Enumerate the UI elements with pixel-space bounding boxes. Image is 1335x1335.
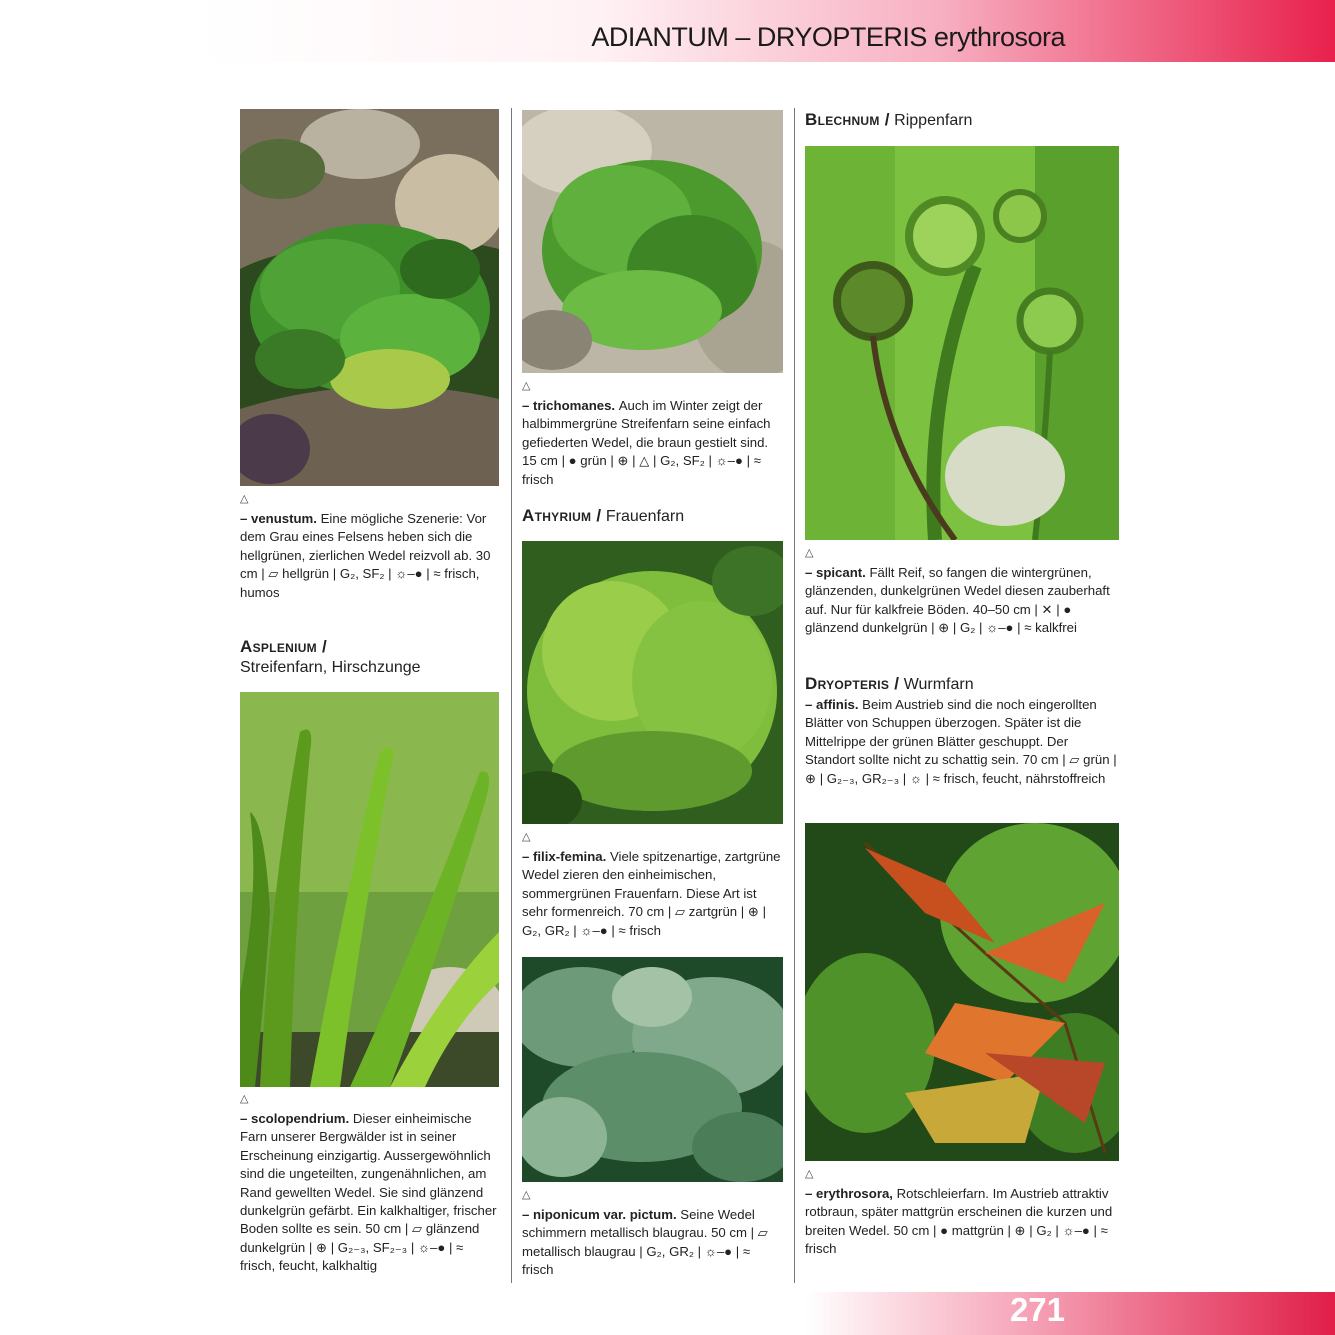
frond-outline-icon: △ (522, 831, 531, 843)
page-number: 271 (1009, 1291, 1065, 1328)
entry-spicant (805, 546, 1119, 638)
entry-trichomanes (522, 379, 783, 489)
genus-heading-blechnum (805, 110, 972, 131)
genus-name: Asplenium / (240, 637, 328, 656)
book-page (200, 0, 1335, 1335)
species-name: – scolopendrium. (240, 1111, 353, 1126)
photo-athyrium-niponicum (522, 957, 783, 1182)
photo-athyrium-filix-femina (522, 541, 783, 824)
photo-adiantum-venustum (240, 109, 499, 486)
species-name: – affinis. (805, 697, 863, 712)
genus-heading-athyrium (522, 506, 684, 527)
species-description: Rotschleierfarn. Im Austrieb attraktiv rotbraun, später mattgrün erscheinen die kurzen und breiten Wedel. 50 cm | ● mattgrün | ⊕ | G₂ | ☼–● | ≈ frisch (805, 1186, 1113, 1257)
entry-affinis (805, 696, 1119, 788)
species-description: Dieser einheimische Farn unserer Bergwälder ist in seiner Erscheinung einzigartig. Aussergewöhnlich sind die ungeteilten, zungenähnlichen, am Rand gewellten Wedel. Sie sind glänzend dunkelgrün gefärbt. Ein kalkhaltiger, frischer Boden sollte es sein. 50 cm | ▱ glänzend dunkelgrün | ⊕ | G₂₋₃, SF₂₋₃ | ☼–● | ≈ frisch, feucht, kalkhaltig (240, 1111, 497, 1274)
photo-asplenium-trichomanes (522, 110, 783, 373)
species-description: Viele spitzenartige, zartgrüne Wedel zieren den einheimischen, sommergrünen Frauenfarn. Diese Art ist sehr formenreich. 70 cm | ▱ zartgrün | ⊕ | G₂, GR₂ | ☼–● | ≈ frisch (522, 849, 781, 938)
species-name: – trichomanes. (522, 398, 619, 413)
genus-common-name: Rippenfarn (894, 112, 973, 129)
species-name: – niponicum var. pictum. (522, 1207, 681, 1222)
species-name: – spicant. (805, 565, 870, 580)
photo-asplenium-scolopendrium (240, 692, 499, 1087)
species-description: Seine Wedel schimmern metallisch blaugrau. 50 cm | ▱ metallisch blaugrau | G₂, GR₂ | ☼–● | ≈ frisch (522, 1207, 768, 1278)
entry-erythrosora (805, 1167, 1119, 1259)
frond-outline-icon: △ (240, 1093, 249, 1105)
species-name: – venustum. (240, 511, 321, 526)
genus-heading-dryopteris (805, 674, 974, 695)
column-divider (511, 108, 512, 1283)
frond-outline-icon: △ (805, 1168, 814, 1180)
frond-outline-icon: △ (522, 380, 531, 392)
species-description: Eine mögliche Szenerie: Vor dem Grau eines Felsens heben sich die hellgrünen, zierlichen Wedel reizvoll ab. 30 cm | ▱ hellgrün | G₂, SF₂ | ☼–● | ≈ frisch, humos (240, 511, 491, 600)
entry-venustum (240, 492, 499, 602)
genus-heading-asplenium (240, 637, 421, 678)
genus-name: Blechnum / (805, 110, 890, 129)
species-description: Beim Austrieb sind die noch eingerollten Blätter von Schuppen überzogen. Später ist die Mittelrippe der grünen Blätter geschuppt. Der Standort sollte nicht zu schattig sein. 70 cm | ▱ grün | ⊕ | G₂₋₃, GR₂₋₃ | ☼ | ≈ frisch, feucht, nährstoffreich (805, 697, 1117, 786)
genus-common-name: Streifenfarn, Hirschzunge (240, 659, 421, 676)
species-name: – erythrosora, (805, 1186, 897, 1201)
genus-common-name: Frauenfarn (605, 508, 685, 525)
species-description: Fällt Reif, so fangen die wintergrünen, glänzenden, dunkelgrünen Wedel diesen zauberhaft auf. Nur für kalkfreie Böden. 40–50 cm | ✕ | ● glänzend dunkelgrün | ⊕ | G₂ | ☼–● | ≈ kalkfrei (805, 565, 1110, 636)
genus-name: Dryopteris / (805, 674, 900, 693)
species-name: – filix-femina. (522, 849, 610, 864)
frond-outline-icon: △ (240, 493, 249, 505)
photo-dryopteris-erythrosora (805, 823, 1119, 1161)
frond-outline-icon: △ (522, 1189, 531, 1201)
species-description: Auch im Winter zeigt der halbimmergrüne Streifenfarn seine einfach gefiederten Wedel, die braun gestielt sind. 15 cm | ● grün | ⊕ | △ | G₂, SF₂ | ☼–● | ≈ frisch (522, 398, 771, 487)
entry-scolopendrium (240, 1092, 499, 1276)
entry-filix-femina (522, 830, 783, 940)
photo-blechnum-spicant (805, 146, 1119, 540)
entry-niponicum (522, 1188, 783, 1280)
column-divider (794, 108, 795, 1283)
genus-name: Athyrium / (522, 506, 602, 525)
footer-band (805, 1292, 1335, 1335)
genus-common-name: Wurmfarn (903, 676, 974, 693)
frond-outline-icon: △ (805, 547, 814, 559)
page-title: ADIANTUM – DRYOPTERIS erythrosora (591, 22, 1065, 52)
